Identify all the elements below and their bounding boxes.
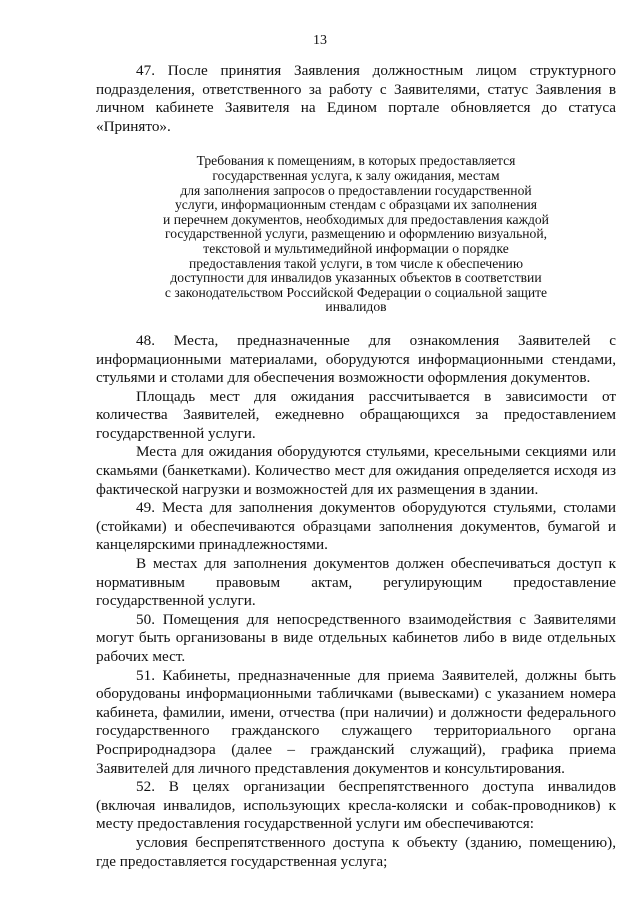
- heading-line: с законодательством Российской Федерации о социальной защите: [164, 284, 548, 300]
- paragraph-47: 47. После принятия Заявления должностным лицом структурного подразделения, ответственного за работу с Заявителями, статус Заявления в личном кабинете Заявителя на Едином портале обновляется до статуса «Принято».: [96, 62, 616, 135]
- heading-line: и перечнем документов, необходимых для предоставления каждой: [163, 211, 549, 227]
- page-number: 13: [313, 33, 327, 48]
- heading-line: для заполнения запросов о предоставлении государственной: [180, 182, 532, 198]
- heading-line: доступности для инвалидов указанных объектов в соответствии: [170, 270, 542, 286]
- paragraph-48: 48. Места, предназначенные для ознакомления Заявителей с информационными материалами, оборудуются информационными стендами, стульями и столами для обеспечения возможности оформления документов.: [96, 331, 616, 387]
- paragraph-waiting-seats: Места для ожидания оборудуются стульями, кресельными секциями или скамьями (банкетками). Количество мест для ожидания определяется исходя из фактической нагрузки и возможностей для их размещения в здании.: [96, 443, 616, 498]
- paragraph-waiting-area: Площадь мест для ожидания рассчитывается в зависимости от количества Заявителей, ежедневно обращающихся за предоставлением государственной услуги.: [96, 387, 616, 442]
- paragraph-49: 49. Места для заполнения документов оборудуются стульями, столами (стойками) и обеспечиваются образцами заполнения документов, бумагой и канцелярскими принадлежностями.: [96, 499, 616, 554]
- heading-line: Требования к помещениям, в которых предоставляется: [196, 153, 516, 169]
- document-body: [96, 62, 616, 871]
- heading-line: текстовой и мультимедийной информации о порядке: [203, 240, 509, 256]
- section-heading: [96, 154, 616, 315]
- paragraph-access-conditions: условия беспрепятственного доступа к объекту (зданию, помещению), где предоставляется государственная услуга;: [96, 833, 616, 870]
- heading-line: государственной услуги, размещению и оформлению визуальной,: [164, 226, 548, 242]
- paragraph-52: 52. В целях организации беспрепятственного доступа инвалидов (включая инвалидов, использующих кресла-коляски и собак-проводников) к месту предоставления государственной услуги им обеспечиваются:: [96, 778, 616, 833]
- heading-line: государственная услуга, к залу ожидания, местам: [212, 167, 500, 183]
- paragraph-legal-access: В местах для заполнения документов должен обеспечиваться доступ к нормативным правовым актам, регулирующим предоставление государственной услуги.: [96, 555, 616, 610]
- paragraph-50: 50. Помещения для непосредственного взаимодействия с Заявителями могут быть организованы в виде отдельных кабинетов либо в виде отдельных рабочих мест.: [96, 610, 616, 665]
- paragraph-51: 51. Кабинеты, предназначенные для приема Заявителей, должны быть оборудованы информационными табличками (вывесками) с указанием номера кабинета, фамилии, имени, отчества (при наличии) и должности федерального государственного гражданского служащего территориального органа Росприроднадзора (далее – гражданский служащий), графика приема Заявителей для личного представления документов и консультирования.: [96, 666, 616, 777]
- heading-line: предоставления такой услуги, в том числе к обеспечению: [189, 255, 523, 271]
- heading-line: услуги, информационным стендам с образцами их заполнения: [174, 197, 538, 213]
- heading-line: инвалидов: [325, 299, 387, 315]
